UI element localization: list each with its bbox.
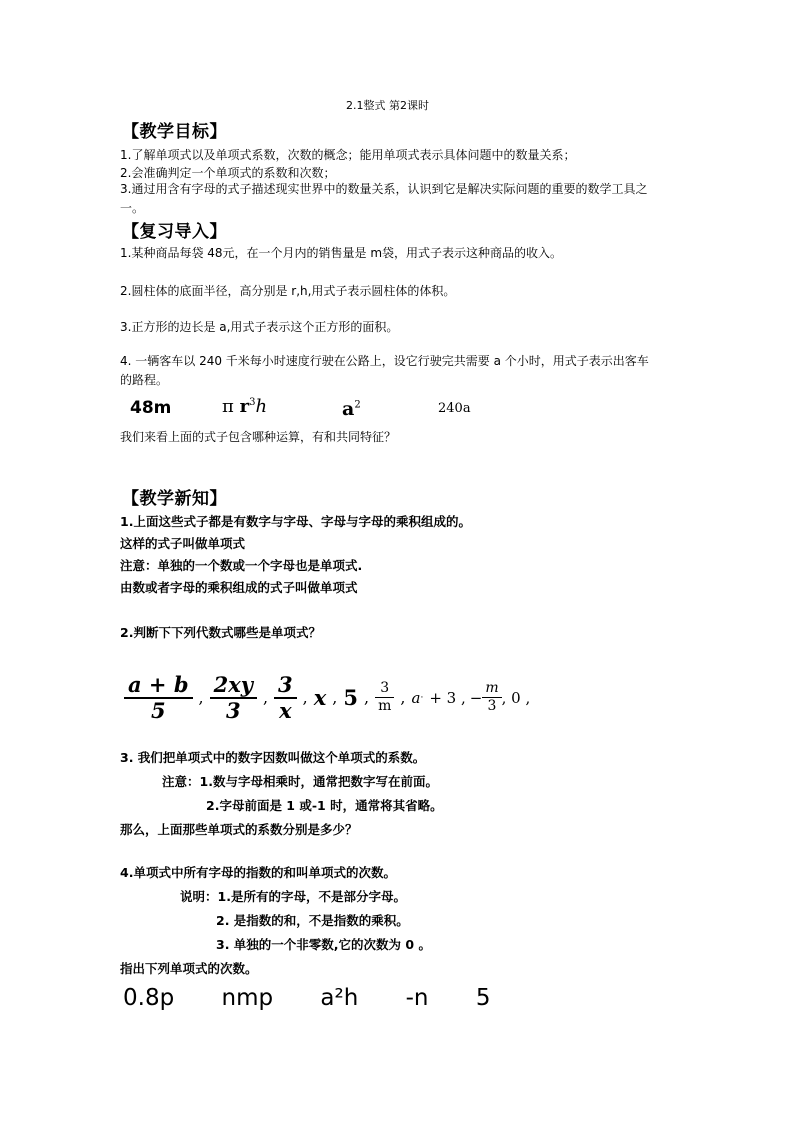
coef-note-2: 2.字母前面是 1 或-1 时，通常将其省略。 (206, 798, 443, 813)
answer-48m: 48m (130, 398, 172, 418)
term-x: x (313, 685, 327, 711)
numerator: a + b (128, 672, 189, 697)
denominator: 3 (225, 697, 241, 723)
comma: , (364, 688, 370, 708)
section-heading-new: 【教学新知】 (122, 489, 227, 509)
fraction-2xy-over-3 (210, 673, 257, 723)
section-heading-goals: 【教学目标】 (122, 122, 227, 142)
comma: , (198, 688, 204, 708)
goal-1: 1.了解单项式以及单项式系数，次数的概念；能用单项式表示具体问题中的数量关系； (120, 148, 576, 162)
degree-note-3: 3. 单独的一个非零数,它的次数为 0 。 (216, 937, 431, 952)
denominator: m (378, 698, 392, 715)
monomial-0-8p: 0.8p (123, 985, 175, 1011)
answer-cylinder (222, 396, 267, 417)
monomial-neg-n: -n (405, 985, 429, 1011)
new-p2: 这样的式子叫做单项式 (120, 536, 246, 551)
a-superscript-dot: · (420, 692, 424, 703)
a-term: a (342, 398, 355, 420)
degree-note-1: 说明：1.是所有的字母，不是部分字母。 (180, 889, 406, 904)
coef-note-1: 注意：1.数与字母相乘时，通常把数字写在前面。 (162, 774, 438, 789)
comma: , (262, 688, 269, 708)
fraction-m-over-3 (482, 680, 501, 715)
new-p3: 注意：单独的一个数或一个字母也是单项式. (120, 558, 363, 573)
page-title: 2.1整式 第2课时 (346, 99, 429, 112)
denominator: 5 (150, 697, 166, 723)
term-a: a (411, 688, 421, 707)
a-exponent: 2 (354, 399, 361, 411)
review-q4: 4. 一辆客车以 240 千米每小时速度行驶在公路上，设它行驶完共需要 a 个小时，用式子表示出客车的路程。 (120, 354, 649, 387)
goal-2: 2.会准确判定一个单项式的系数和次数； (120, 166, 336, 180)
answer-240a: 240a (438, 401, 471, 416)
coef-definition: 3. 我们把单项式中的数字因数叫做这个单项式的系数。 (120, 750, 426, 765)
numerator: m (485, 680, 499, 697)
fraction-a-plus-b-over-5 (124, 673, 193, 723)
degree-definition: 4.单项式中所有字母的指数的和叫单项式的次数。 (120, 865, 396, 880)
denominator: x (279, 697, 292, 723)
r-exponent: 3 (249, 397, 256, 408)
plus-3: + 3 , (429, 688, 466, 707)
question-operations: 我们来看上面的式子包含哪种运算，有和共同特征？ (120, 430, 397, 444)
review-q1: 1.某种商品每袋 48元，在一个月内的销售量是 m袋，用式子表示这种商品的收入。 (120, 246, 563, 260)
degree-question: 指出下列单项式的次数。 (120, 961, 258, 976)
minus-sign: − (469, 688, 483, 707)
review-q2: 2.圆柱体的底面半径，高分别是 r,h,用式子表示圆柱体的体积。 (120, 284, 456, 298)
numerator: 3 (278, 672, 293, 697)
degree-monomials (123, 985, 530, 1011)
monomial-a2h: a²h (320, 985, 359, 1011)
fraction-3-over-m (375, 680, 394, 715)
answer-square (342, 398, 361, 420)
new-q2: 2.判断下下列代数式哪些是单项式？ (120, 625, 321, 640)
review-q3: 3.正方形的边长是 a,用式子表示这个正方形的面积。 (120, 320, 399, 334)
numerator: 2xy (213, 672, 253, 697)
expression-list (124, 673, 530, 723)
fraction-3-over-x (274, 673, 297, 723)
coef-question: 那么，上面那些单项式的系数分别是多少？ (120, 822, 358, 837)
zero-term: , 0 , (501, 688, 531, 707)
comma: , (332, 688, 338, 708)
monomial-nmp: nmp (221, 985, 274, 1011)
monomial-5: 5 (475, 985, 491, 1011)
denominator: 3 (487, 698, 497, 715)
new-p1: 1.上面这些式子都是有数字与字母、字母与字母的乘积组成的。 (120, 514, 471, 529)
numerator: 3 (380, 680, 390, 697)
goal-3: 3.通过用含有字母的式子描述现实世界中的数量关系，认识到它是解决实际问题的重要的数学工具之一。 (120, 182, 648, 215)
pi-symbol: π (222, 396, 234, 417)
r-term: r (239, 396, 250, 417)
degree-note-2: 2. 是指数的和，不是指数的乘积。 (216, 913, 409, 928)
term-5: 5 (343, 685, 359, 711)
h-term: h (255, 396, 268, 417)
section-heading-review: 【复习导入】 (122, 222, 227, 242)
comma: , (400, 688, 406, 708)
comma: , (302, 688, 308, 708)
new-p4: 由数或者字母的乘积组成的式子叫做单项式 (120, 580, 358, 595)
